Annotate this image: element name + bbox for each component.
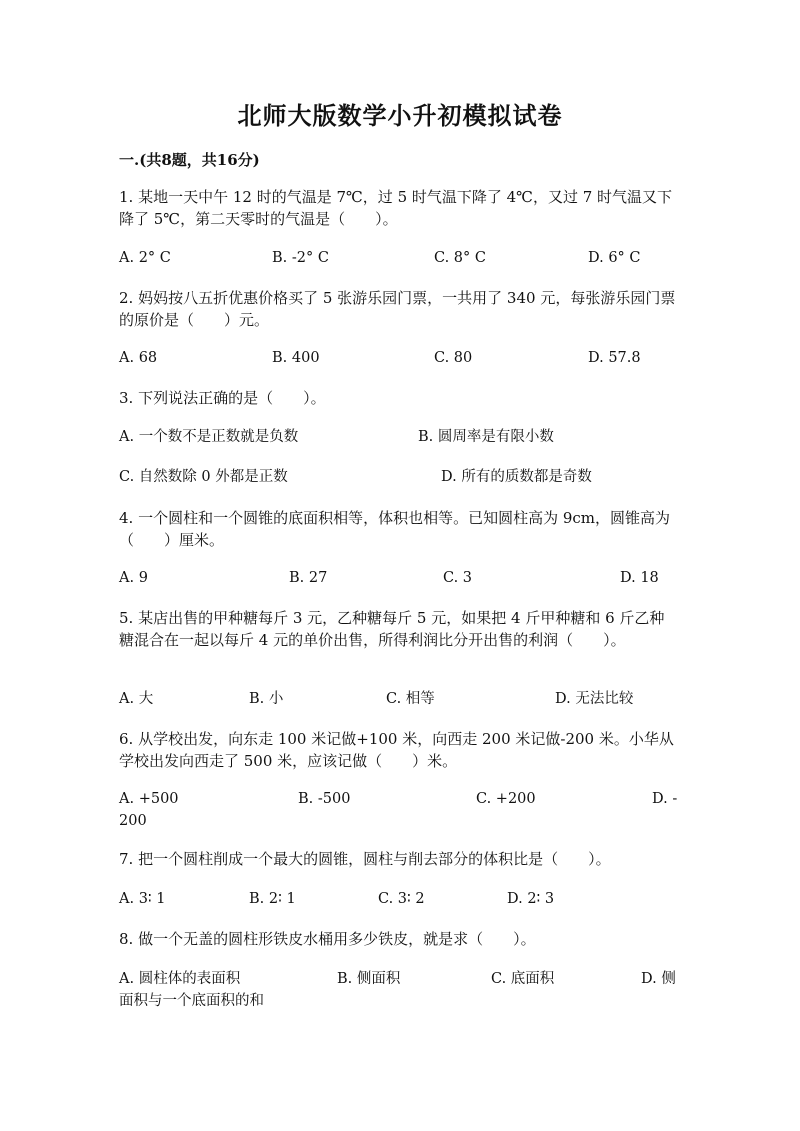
q1-option-c[interactable]: C. 8° C [434,250,486,266]
q6-option-d[interactable]: D. - [652,791,678,807]
q1-option-b[interactable]: B. -2° C [272,250,329,266]
q8-option-d-continued: 面积与一个底面积的和 [119,993,264,1009]
q2-option-d[interactable]: D. 57.8 [588,350,641,366]
q4-option-a[interactable]: A. 9 [119,570,148,586]
section-heading: 一.(共8题，共16分) [119,151,260,169]
q4-option-d[interactable]: D. 18 [620,570,659,586]
q8-option-a[interactable]: A. 圆柱体的表面积 [119,971,241,987]
page-title: 北师大版数学小升初模拟试卷 [237,101,563,130]
q8-option-c[interactable]: C. 底面积 [491,971,555,987]
question-5: 5. 某店出售的甲种糖每斤 3 元，乙种糖每斤 5 元，如果把 4 斤甲种糖和 6 斤乙种糖混合在一起以每斤 4 元的单价出售，所得利润比分开出售的利润（ ）。 [119,609,665,649]
q5-option-a[interactable]: A. 大 [119,691,154,707]
q4-option-c[interactable]: C. 3 [443,570,473,586]
q2-option-b[interactable]: B. 400 [272,350,320,366]
question-2: 2. 妈妈按八五折优惠价格买了 5 张游乐园门票，一共用了 340 元，每张游乐园门票的原价是（ ）元。 [119,289,676,329]
question-3: 3. 下列说法正确的是（ ）。 [119,389,326,407]
q3-option-a[interactable]: A. 一个数不是正数就是负数 [119,429,299,445]
q6-option-a[interactable]: A. +500 [119,791,179,807]
q1-option-a[interactable]: A. 2° C [119,250,171,266]
q3-option-c[interactable]: C. 自然数除 0 外都是正数 [119,469,288,485]
question-4: 4. 一个圆柱和一个圆锥的底面积相等，体积也相等。已知圆柱高为 9cm，圆锥高为（ ）厘米。 [119,509,671,549]
question-6: 6. 从学校出发，向东走 100 米记做+100 米，向西走 200 米记做-200 米。小华从学校出发向西走了 500 米，应该记做（ ）米。 [119,730,674,770]
q1-option-d[interactable]: D. 6° C [588,250,641,266]
q6-option-d-continued: 200 [119,813,147,829]
q7-option-a[interactable]: A. 3∶ 1 [119,891,166,907]
q6-option-b[interactable]: B. -500 [298,791,351,807]
q8-option-d[interactable]: D. 侧 [641,971,676,987]
question-8: 8. 做一个无盖的圆柱形铁皮水桶用多少铁皮，就是求（ ）。 [119,930,536,948]
q5-option-d[interactable]: D. 无法比较 [555,691,634,707]
q3-option-d[interactable]: D. 所有的质数都是奇数 [441,469,592,485]
q4-option-b[interactable]: B. 27 [289,570,328,586]
q7-option-c[interactable]: C. 3∶ 2 [378,891,425,907]
q7-option-b[interactable]: B. 2∶ 1 [249,891,296,907]
q3-option-b[interactable]: B. 圆周率是有限小数 [418,429,554,445]
q7-option-d[interactable]: D. 2∶ 3 [507,891,555,907]
question-7: 7. 把一个圆柱削成一个最大的圆锥，圆柱与削去部分的体积比是（ ）。 [119,850,611,868]
q8-option-b[interactable]: B. 侧面积 [337,971,401,987]
q2-option-a[interactable]: A. 68 [119,350,158,366]
q5-option-b[interactable]: B. 小 [249,691,284,707]
q5-option-c[interactable]: C. 相等 [386,691,435,707]
q2-option-c[interactable]: C. 80 [434,350,473,366]
question-1: 1. 某地一天中午 12 时的气温是 7℃，过 5 时气温下降了 4℃，又过 7 时气温又下降了 5℃，第二天零时的气温是（ ）。 [119,188,673,228]
q6-option-c[interactable]: C. +200 [476,791,536,807]
